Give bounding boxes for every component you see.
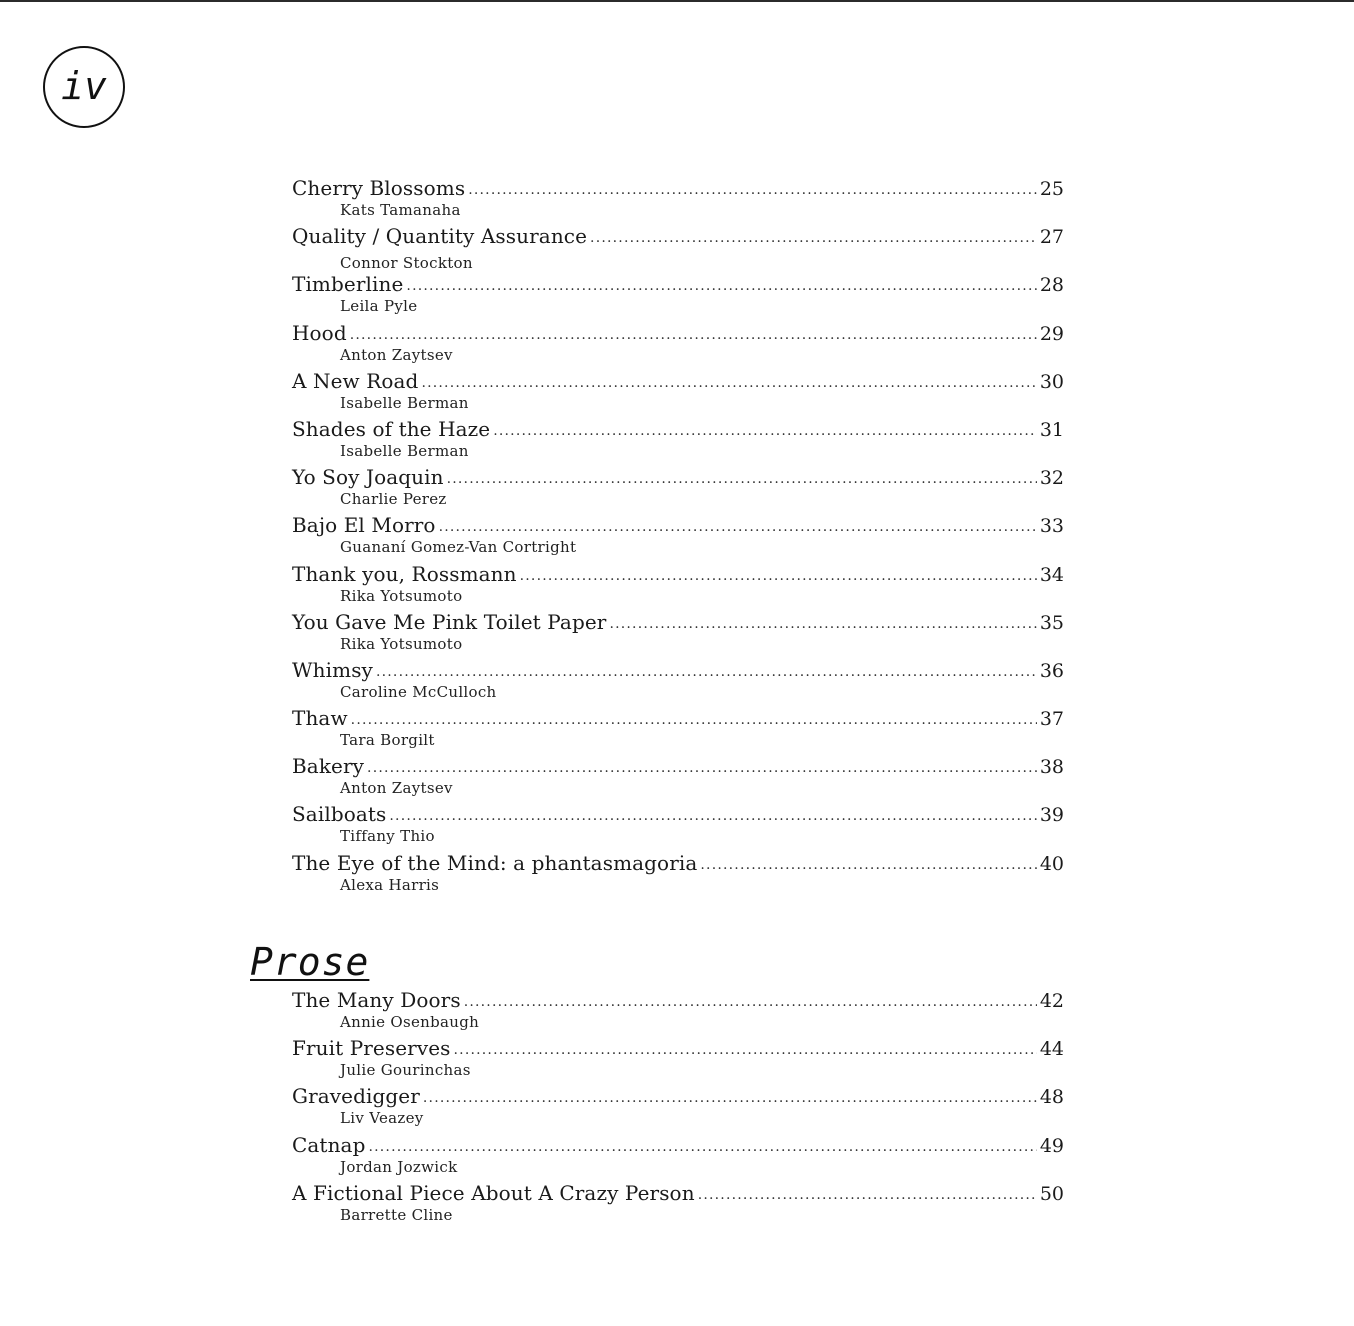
dot-leader bbox=[376, 660, 1037, 684]
dot-leader bbox=[439, 515, 1037, 539]
dot-leader bbox=[464, 990, 1037, 1014]
entry-author: Annie Osenbaugh bbox=[340, 1013, 480, 1031]
entry-title: A Fictional Piece About A Crazy Person bbox=[292, 1180, 695, 1205]
entry-author: Guananí Gomez-Van Cortright bbox=[340, 538, 577, 557]
entry-author: Leila Pyle bbox=[340, 297, 418, 316]
toc-entry[interactable] bbox=[292, 658, 1064, 706]
toc-entry[interactable] bbox=[292, 224, 1064, 272]
dot-leader bbox=[590, 226, 1037, 250]
dot-leader bbox=[454, 1038, 1037, 1062]
entry-page-number: 37 bbox=[1039, 708, 1064, 731]
entry-title: Bakery bbox=[292, 754, 365, 779]
entry-author: Anton Zaytsev bbox=[340, 779, 453, 798]
entry-page-number: 25 bbox=[1039, 178, 1064, 200]
entry-author: Caroline McCulloch bbox=[340, 682, 497, 701]
toc-entry[interactable] bbox=[292, 706, 1064, 754]
entry-author: Rika Yotsumoto bbox=[340, 586, 463, 605]
page-number: iv bbox=[61, 64, 107, 108]
toc-entry[interactable] bbox=[292, 513, 1064, 561]
entry-author: Isabelle Berman bbox=[340, 393, 469, 412]
entry-title: Shades of the Haze bbox=[292, 416, 491, 441]
entry-title: Whimsy bbox=[292, 657, 373, 682]
entry-page-number: 29 bbox=[1039, 322, 1064, 345]
top-border-rule bbox=[0, 0, 1354, 2]
entry-author: Tiffany Thio bbox=[340, 827, 435, 846]
entry-page-number: 39 bbox=[1039, 804, 1064, 827]
dot-leader bbox=[351, 708, 1037, 732]
dot-leader bbox=[700, 853, 1036, 877]
dot-leader bbox=[468, 178, 1037, 202]
entry-author: Jordan Jozwick bbox=[340, 1157, 458, 1176]
entry-page-number: 27 bbox=[1039, 226, 1064, 249]
toc-entry[interactable] bbox=[292, 562, 1064, 610]
entry-title: Fruit Preserves bbox=[292, 1036, 451, 1061]
entry-title: The Eye of the Mind: a phantasmagoria bbox=[292, 850, 698, 875]
entry-author: Isabelle Berman bbox=[340, 441, 469, 460]
entry-author: Barrette Cline bbox=[340, 1205, 453, 1224]
dot-leader bbox=[520, 564, 1037, 588]
toc-entry[interactable] bbox=[292, 321, 1064, 369]
entry-page-number: 32 bbox=[1039, 467, 1064, 490]
entry-author: Tara Borgilt bbox=[340, 731, 435, 750]
toc-entry[interactable] bbox=[292, 754, 1064, 802]
entry-title: Cherry Blossoms bbox=[292, 176, 466, 200]
dot-leader bbox=[609, 612, 1036, 636]
dot-leader bbox=[406, 274, 1036, 298]
entry-title: Thank you, Rossmann bbox=[292, 561, 517, 586]
toc-entry[interactable] bbox=[292, 1181, 1064, 1229]
entry-author: Julie Gourinchas bbox=[340, 1061, 471, 1080]
toc-entry[interactable] bbox=[292, 988, 1064, 1036]
entry-page-number: 38 bbox=[1039, 756, 1064, 779]
toc-entry[interactable] bbox=[292, 272, 1064, 320]
entry-author: Anton Zaytsev bbox=[340, 345, 453, 364]
entry-page-number: 36 bbox=[1039, 659, 1064, 682]
entry-author: Kats Tamanaha bbox=[340, 201, 461, 219]
entry-page-number: 31 bbox=[1039, 418, 1064, 441]
toc-entry[interactable] bbox=[292, 176, 1064, 224]
entry-title: Yo Soy Joaquin bbox=[292, 465, 444, 490]
entry-page-number: 34 bbox=[1039, 563, 1064, 586]
dot-leader bbox=[389, 804, 1036, 828]
toc-entry[interactable] bbox=[292, 1084, 1064, 1132]
toc-entry[interactable] bbox=[292, 465, 1064, 513]
entry-title: Bajo El Morro bbox=[292, 513, 436, 538]
entry-page-number: 49 bbox=[1039, 1134, 1064, 1157]
entry-title: Gravedigger bbox=[292, 1084, 420, 1109]
entry-page-number: 48 bbox=[1039, 1086, 1064, 1109]
toc-entry[interactable] bbox=[292, 417, 1064, 465]
prose-toc-list bbox=[292, 988, 1064, 1229]
entry-title: The Many Doors bbox=[292, 988, 461, 1012]
entry-page-number: 50 bbox=[1039, 1182, 1064, 1205]
entry-author: Connor Stockton bbox=[340, 254, 473, 273]
entry-page-number: 33 bbox=[1039, 515, 1064, 538]
dot-leader bbox=[447, 467, 1037, 491]
poetry-toc-list bbox=[292, 176, 1064, 899]
dot-leader bbox=[493, 419, 1037, 443]
dot-leader bbox=[368, 1135, 1036, 1159]
entry-title: Hood bbox=[292, 320, 347, 345]
entry-title: A New Road bbox=[292, 368, 419, 393]
dot-leader bbox=[421, 371, 1036, 395]
entry-page-number: 42 bbox=[1039, 990, 1064, 1012]
entry-title: Quality / Quantity Assurance bbox=[292, 224, 588, 249]
toc-entry[interactable] bbox=[292, 802, 1064, 850]
toc-entry[interactable] bbox=[292, 369, 1064, 417]
page-number-badge bbox=[43, 46, 125, 128]
dot-leader bbox=[423, 1086, 1037, 1110]
entry-page-number: 35 bbox=[1039, 611, 1064, 634]
dot-leader bbox=[367, 756, 1037, 780]
entry-author: Rika Yotsumoto bbox=[340, 634, 463, 653]
toc-entry[interactable] bbox=[292, 1036, 1064, 1084]
entry-page-number: 30 bbox=[1039, 370, 1064, 393]
prose-section-heading: Prose bbox=[250, 940, 370, 984]
toc-entry[interactable] bbox=[292, 851, 1064, 899]
entry-author: Liv Veazey bbox=[340, 1109, 424, 1128]
entry-title: Thaw bbox=[292, 706, 348, 731]
entry-title: Sailboats bbox=[292, 802, 387, 827]
entry-title: Timberline bbox=[292, 272, 404, 297]
entry-page-number: 28 bbox=[1039, 274, 1064, 297]
toc-entry[interactable] bbox=[292, 610, 1064, 658]
entry-page-number: 44 bbox=[1039, 1038, 1064, 1061]
entry-title: You Gave Me Pink Toilet Paper bbox=[292, 609, 607, 634]
entry-author: Alexa Harris bbox=[340, 875, 440, 894]
entry-title: Catnap bbox=[292, 1132, 366, 1157]
entry-page-number: 40 bbox=[1039, 852, 1064, 875]
entry-author: Charlie Perez bbox=[340, 490, 447, 509]
dot-leader bbox=[698, 1183, 1037, 1207]
dot-leader bbox=[350, 323, 1037, 347]
toc-entry[interactable] bbox=[292, 1133, 1064, 1181]
